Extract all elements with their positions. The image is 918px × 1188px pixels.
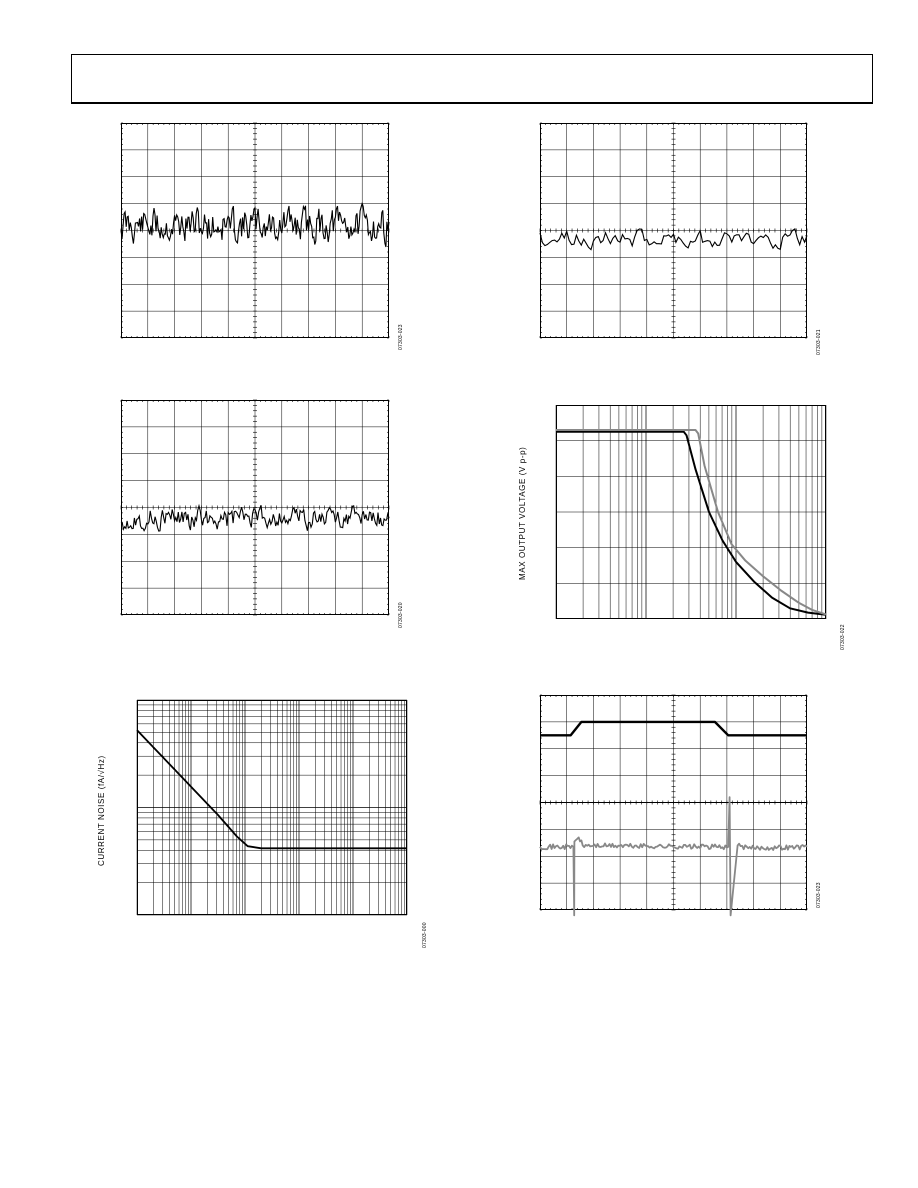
- step-response-chart: [540, 695, 807, 910]
- series-line: [556, 432, 826, 615]
- noise-scope-chart-3: [121, 400, 389, 615]
- noise-scope-chart-2: [540, 123, 807, 338]
- figure-number: 07303-022: [840, 624, 846, 650]
- series-line: [137, 730, 407, 848]
- max-output-voltage-chart: [556, 405, 826, 619]
- current-noise-chart: [137, 700, 407, 915]
- noise-scope-chart-1: [121, 123, 389, 338]
- series-line: [556, 430, 826, 614]
- y-axis-label: MAX OUTPUT VOLTAGE (V p-p): [518, 446, 527, 580]
- figure-number: 07303-000: [422, 922, 428, 948]
- y-axis-label: CURRENT NOISE (fA/√Hz): [97, 755, 106, 866]
- figure-number: 07303-023: [816, 882, 822, 908]
- figure-number: 07303-020: [398, 602, 404, 628]
- figure-number: 07303-023: [398, 324, 404, 350]
- page-header-box: [71, 54, 873, 104]
- figure-number: 07303-021: [816, 329, 822, 355]
